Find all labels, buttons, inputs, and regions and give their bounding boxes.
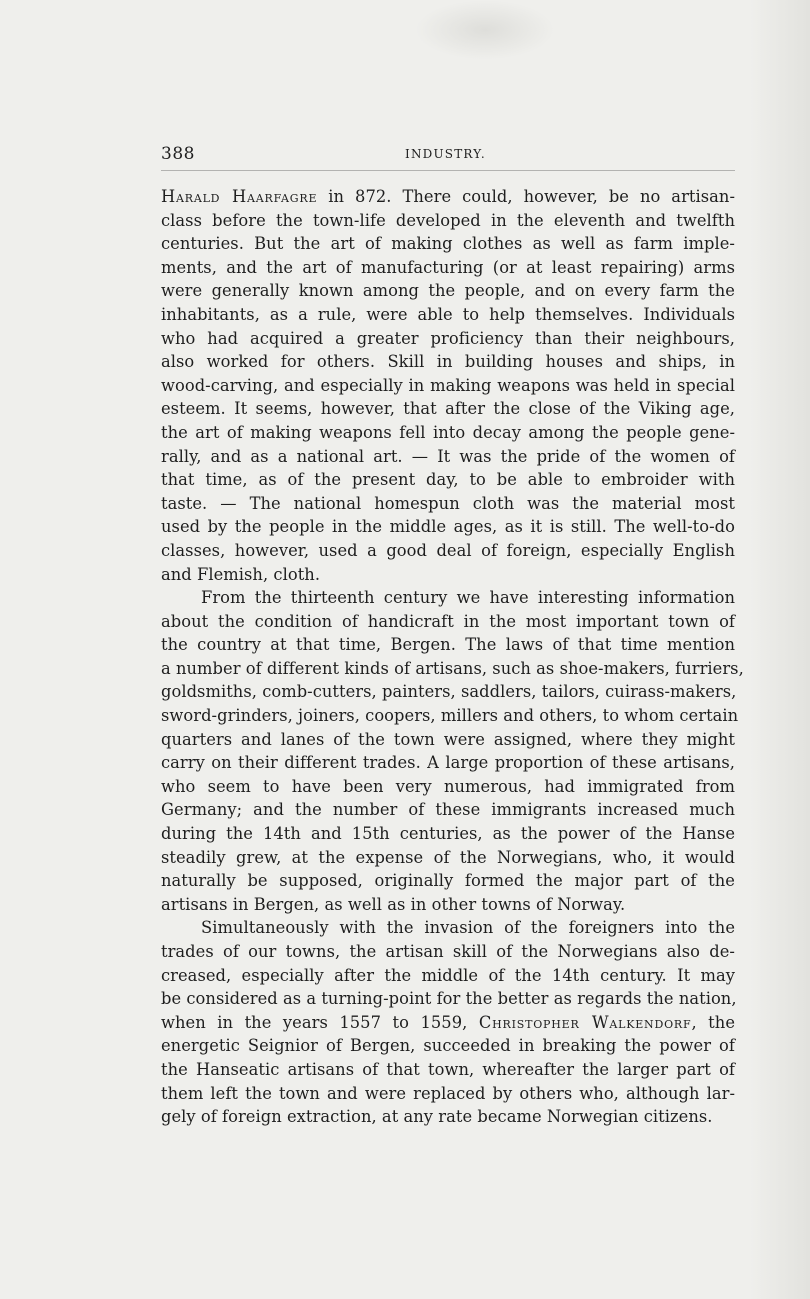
text-line: [161, 232, 735, 256]
text-line: [161, 751, 735, 775]
text-run: Simultaneously with the invasion of the foreigners into the: [201, 918, 735, 938]
text-run: , the: [691, 1012, 735, 1032]
text-line: [161, 539, 735, 563]
text-line: [161, 1034, 735, 1058]
text-run: be considered as a turning-point for the better as regards the nation,: [161, 989, 737, 1009]
text-line: [161, 633, 735, 657]
small-caps-name: Christopher Walkendorf: [478, 1012, 692, 1032]
text-line: [161, 1082, 735, 1106]
text-run: naturally be supposed, originally formed the major part of the: [161, 871, 735, 891]
text-line: [161, 374, 735, 398]
text-line: [161, 327, 735, 351]
text-run: when in the years 1557 to 1559,: [161, 1012, 479, 1032]
text-run: used by the people in the middle ages, as it is still. The well-to-do: [161, 517, 735, 537]
text-run: that time, as of the present day, to be able to embroider with: [161, 470, 735, 490]
text-run: who seem to have been very numerous, had immigrated from: [161, 776, 735, 796]
text-line: [161, 350, 735, 374]
text-line: [161, 209, 735, 233]
text-run: esteem. It seems, however, that after the close of the Viking age,: [161, 399, 735, 419]
text-line: [161, 1011, 735, 1035]
text-run: about the condition of handicraft in the most important town of: [161, 611, 735, 631]
text-run: in 872. There could, however, be no artisan-: [317, 187, 735, 206]
text-run: the art of making weapons fell into decay among the people gene-: [161, 422, 735, 442]
text-run: and Flemish, cloth.: [161, 564, 321, 584]
text-run: rally, and as a national art. — It was the pride of the women of: [161, 446, 735, 466]
text-run: classes, however, used a good deal of foreign, especially English: [161, 540, 735, 560]
text-line: [161, 279, 735, 303]
paragraph: [161, 586, 744, 916]
text-run: wood-carving, and especially in making weapons was held in special: [161, 375, 735, 395]
text-run: artisans in Bergen, as well as in other towns of Norway.: [161, 894, 626, 914]
text-run: Germany; and the number of these immigrants increased much: [161, 800, 735, 820]
text-line: [161, 397, 735, 421]
text-run: From the thirteenth century we have interesting information: [201, 588, 735, 608]
text-run: goldsmiths, comb-cutters, painters, saddlers, tailors, cuirass-makers,: [161, 682, 737, 702]
text-run: gely of foreign extraction, at any rate became Norwegian citizens.: [161, 1107, 713, 1127]
text-run: were generally known among the people, and on every farm the: [161, 281, 735, 301]
text-run: a number of different kinds of artisans, such as shoe-makers, furriers,: [161, 658, 744, 678]
text-run: the country at that time, Bergen. The laws of that time mention: [161, 635, 735, 655]
text-line: [161, 869, 735, 893]
body-text: [161, 185, 744, 1129]
text-line: [161, 846, 735, 870]
text-line: [161, 256, 735, 280]
text-run: energetic Seignior of Bergen, succeeded in breaking the power of: [161, 1036, 735, 1056]
text-line: [161, 704, 739, 728]
text-line: [161, 916, 735, 940]
text-line: [161, 798, 735, 822]
text-line: [161, 586, 735, 610]
text-run: ments, and the art of manufacturing (or at least repairing) arms: [161, 257, 735, 277]
text-line: [161, 185, 735, 209]
text-line: [161, 468, 735, 492]
text-run: quarters and lanes of the town were assigned, where they might: [161, 729, 735, 749]
text-line: [161, 728, 735, 752]
text-line: [161, 987, 735, 1011]
text-run: them left the town and were replaced by others who, although lar-: [161, 1083, 735, 1103]
page-number: 388: [161, 144, 195, 164]
scan-smudge: [415, 0, 555, 60]
text-line: [161, 1105, 735, 1129]
header-rule: [161, 170, 735, 171]
page-header: [161, 144, 735, 166]
text-run: who had acquired a greater proficiency than their neighbours,: [161, 328, 735, 348]
text-run: also worked for others. Skill in building houses and ships, in: [161, 352, 735, 372]
text-run: centuries. But the art of making clothes as well as farm imple-: [161, 234, 735, 254]
text-run: trades of our towns, the artisan skill of the Norwegians also de-: [161, 942, 735, 961]
text-line: [161, 680, 735, 704]
text-run: class before the town-life developed in the eleventh and twelfth: [161, 210, 735, 230]
text-run: carry on their different trades. A large proportion of these artisans,: [161, 753, 735, 773]
paragraph: [161, 916, 735, 1128]
text-run: inhabitants, as a rule, were able to help themselves. Individuals: [161, 304, 735, 324]
text-line: [161, 775, 735, 799]
text-line: [161, 445, 735, 469]
text-run: sword-grinders, joiners, coopers, millers and others, to whom certain: [161, 706, 739, 726]
text-line: [161, 492, 735, 516]
text-line: [161, 515, 735, 539]
text-line: [161, 893, 735, 917]
text-run: creased, especially after the middle of the 14th century. It may: [161, 965, 735, 985]
text-line: [161, 1058, 735, 1082]
text-run: the Hanseatic artisans of that town, whereafter the larger part of: [161, 1059, 735, 1079]
text-line: [161, 657, 744, 681]
text-run: steadily grew, at the expense of the Norwegians, who, it would: [161, 847, 735, 867]
text-line: [161, 964, 735, 988]
text-line: [161, 940, 735, 964]
text-run: taste. — The national homespun cloth was the material most: [161, 493, 735, 513]
text-run: during the 14th and 15th centuries, as the power of the Hanse: [161, 824, 735, 844]
text-line: [161, 822, 735, 846]
text-line: [161, 610, 735, 634]
page-edge-shadow: [750, 0, 810, 1299]
text-line: [161, 421, 735, 445]
text-line: [161, 303, 735, 327]
paragraph: [161, 185, 735, 586]
running-head: INDUSTRY.: [405, 147, 486, 161]
small-caps-name: Harald Haarfagre: [161, 187, 318, 206]
text-line: [161, 563, 735, 587]
